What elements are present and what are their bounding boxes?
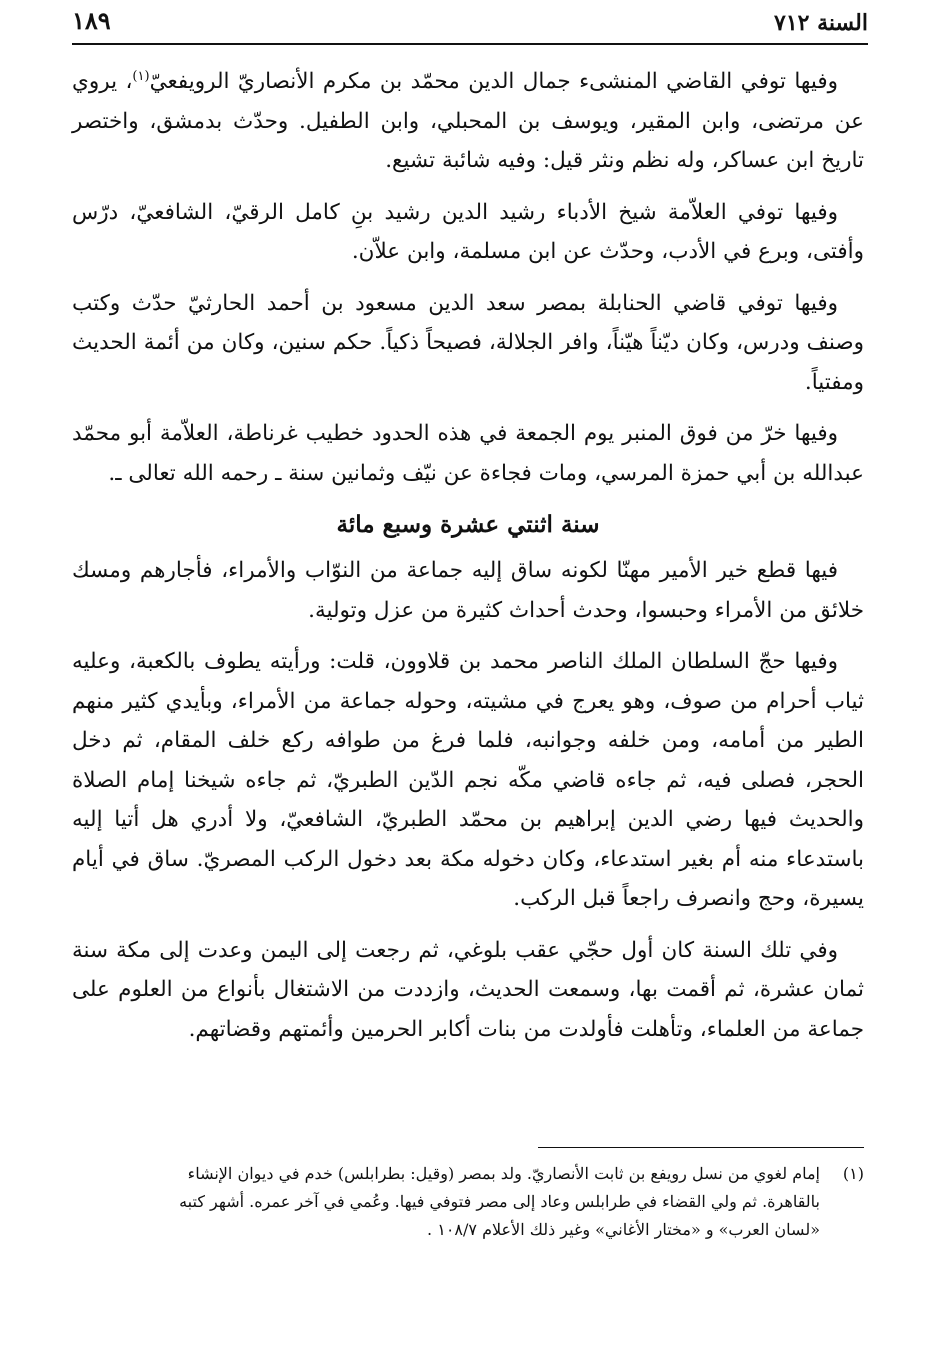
paragraph: وفي تلك السنة كان أول حجّي عقب بلوغي، ثم رجعت إلى اليمن وعدت إلى مكة سنة ثمان عشرة، ثم أقمت بها، وسمعت الحديث، وازددت من الاشتغال بأنواع من العلوم على جماعة من العلماء، وتأهلت فأولدت من بنات أكابر الحرمين وأئمتهم وقضاتهم. <box>72 937 864 1042</box>
paragraph: وفيها حجّ السلطان الملك الناصر محمد بن قلاوون، قلت: ورأيته يطوف بالكعبة، وعليه ثياب أحرام من صوف، وهو يعرج في مشيته، وحوله جماعة من الأمراء، وبأيدي كثير منهم الطير من أمامه، ومن خلفه وجوانبه، فلما فرغ من طوافه ركع خلف المقام، ثم دخل الحجر، فصلى فيه، ثم جاءه قاضي مكّه نجم الدّين الطبريّ، ثم جاءه شيخنا إمام الصلاة والحديث فيها رضي الدين إبراهيم بن محمّد الطبريّ، الشافعيّ، ولا أدري هل أتيا إليه باستدعاء منه أم بغير استدعاء، وكان دخوله مكة بعد دخول الركب المصريّ. ساق في أيام يسيرة، وحج وانصرف راجعاً قبل الركب. <box>72 649 864 911</box>
footnote <box>72 1160 864 1244</box>
running-title: السنة ٧١٢ <box>774 10 868 36</box>
page-number: ١٨٩ <box>72 6 111 35</box>
running-header <box>72 6 868 40</box>
footnote-number: (١) <box>842 1164 864 1183</box>
footnote-line: بالقاهرة. ثم ولي القضاء في طرابلس وعاد إلى مصر فتوفي فيها. وعُمي في آخر عمره. أشهر كتبه <box>179 1192 820 1211</box>
footnote-line: (١)إمام لغوي من نسل رويفع بن ثابت الأنصاريّ. ولد بمصر (وقيل: بطرابلس) خدم في ديوان الإنشاء <box>72 1160 864 1188</box>
paragraph: وفيها توفي العلاّمة شيخ الأدباء رشيد الدين رشيد بنِ كامل الرقيّ، الشافعيّ، درّس وأفتى، وبرع في الأدب، وحدّث عن ابن مسلمة، وابن علاّن. <box>72 199 864 264</box>
footnote-rule <box>538 1147 864 1148</box>
section-heading: سنة اثنتي عشرة وسبع مائة <box>336 511 600 538</box>
main-text <box>72 62 864 1061</box>
footnote-marker[interactable]: (١) <box>132 68 150 84</box>
paragraph: وفيها خرّ من فوق المنبر يوم الجمعة في هذه الحدود خطيب غرناطة، العلاّمة أبو محمّد عبدالله بن أبي حمزة المرسي، ومات فجاءة عن نيّف وثمانين سنة ـ رحمه الله تعالى ـ. <box>72 421 864 486</box>
header-rule <box>72 43 868 45</box>
paragraph: فيها قطع خير الأمير مهنّا لكونه ساق إليه جماعة من النوّاب والأمراء، فأجارهم ومسك خلائق من الأمراء وحبسوا، وحدث أحداث كثيرة من عزل وتولية. <box>72 558 864 623</box>
footnote-line: «لسان العرب» و «مختار الأغاني» وغير ذلك الأعلام ١٠٨/٧ . <box>427 1220 820 1239</box>
paragraph: وفيها توفي القاضي المنشىء جمال الدين محمّد بن مكرم الأنصاريّ الرويفعيّ$^{(١)}$، يروي عن مرتضى، وابن المقير، ويوسف بن المحبلي، وابن الطفيل. وحدّث بدمشق، واختصر تاريخ ابن عساكر، وله نظم ونثر قيل: وفيه شائبة تشيع. <box>72 68 864 173</box>
paragraph: وفيها توفي قاضي الحنابلة بمصر سعد الدين مسعود بن أحمد الحارثيّ حدّث وكتب وصنف ودرس، وكان ديّناً هيّناً، وافر الجلالة، فصيحاً ذكياً. حكم سنين، وكان من أئمة الحديث ومفتياً. <box>72 290 864 395</box>
